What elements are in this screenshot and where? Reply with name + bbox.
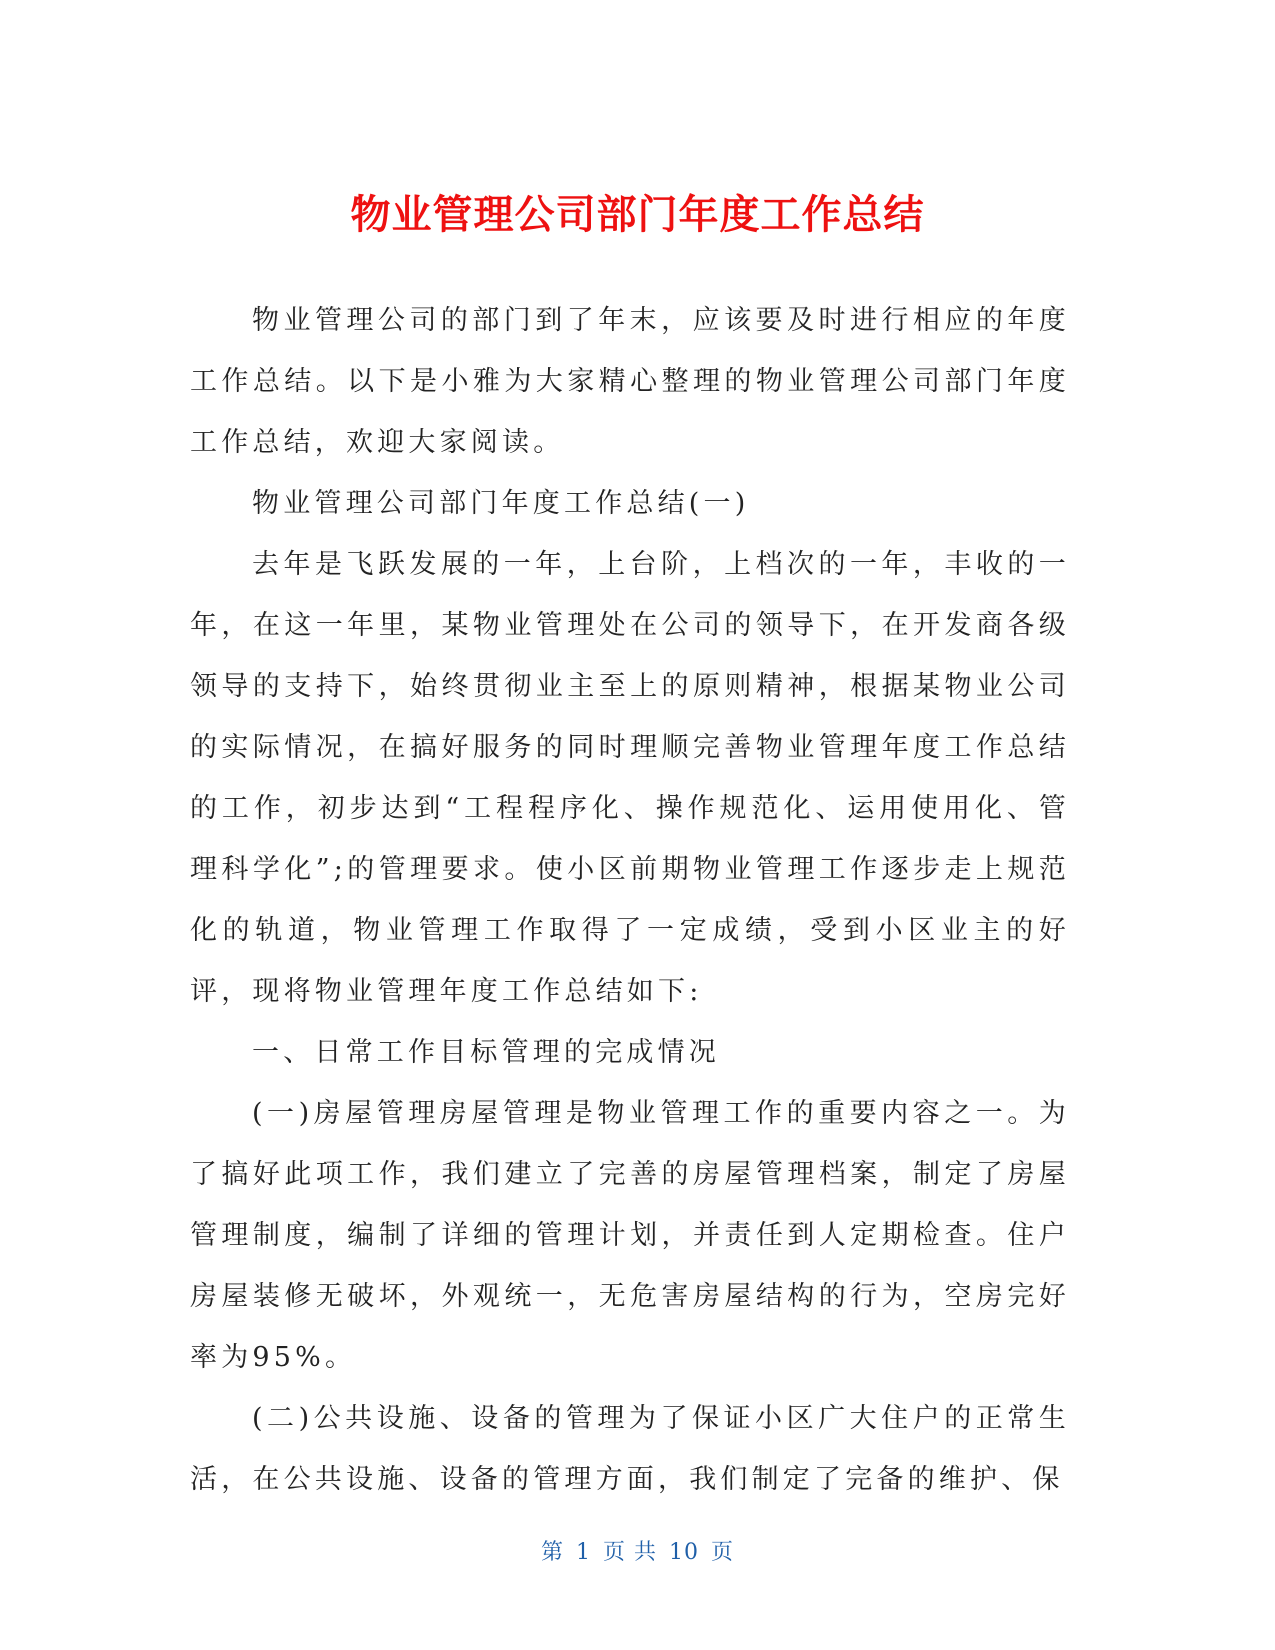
document-body [190,290,1070,1510]
footer-prefix: 第 [540,1540,564,1565]
footer-middle: 页 共 [603,1540,657,1565]
document-title: 物业管理公司部门年度工作总结 [350,191,925,238]
section-heading-one: 物业管理公司部门年度工作总结(一) [252,488,750,519]
footer-suffix: 页 [711,1540,735,1565]
summary-paragraph: 去年是飞跃发展的一年，上台阶，上档次的一年，丰收的一年，在这一年里，某物业管理处在公司的领导下，在开发商各级领导的支持下，始终贯彻业主至上的原则精神，根据某物业公司的实际情况，在搞好服务的同时理顺完善物业管理年度工作总结的工作，初步达到“工程程序化、操作规范化、运用使用化、管理科学化”;的管理要求。使小区前期物业管理工作逐步走上规范化的轨道，物业管理工作取得了一定成绩，受到小区业主的好评，现将物业管理年度工作总结如下: [190,549,1070,1007]
subheading-daily-work: 一、日常工作目标管理的完成情况 [252,1037,720,1068]
page-footer [0,1538,1275,1568]
total-pages-number: 10 [669,1540,699,1565]
current-page-number: 1 [576,1540,591,1565]
intro-paragraph: 物业管理公司的部门到了年末，应该要及时进行相应的年度工作总结。以下是小雅为大家精心整理的物业管理公司部门年度工作总结，欢迎大家阅读。 [190,305,1070,458]
facilities-management-paragraph: (二)公共设施、设备的管理为了保证小区广大住户的正常生活，在公共设施、设备的管理方面，我们制定了完备的维护、保 [190,1403,1070,1495]
housing-management-paragraph: (一)房屋管理房屋管理是物业管理工作的重要内容之一。为了搞好此项工作，我们建立了完善的房屋管理档案，制定了房屋管理制度，编制了详细的管理计划，并责任到人定期检查。住户房屋装修无破坏，外观统一，无危害房屋结构的行为，空房完好率为95%。 [190,1098,1070,1373]
